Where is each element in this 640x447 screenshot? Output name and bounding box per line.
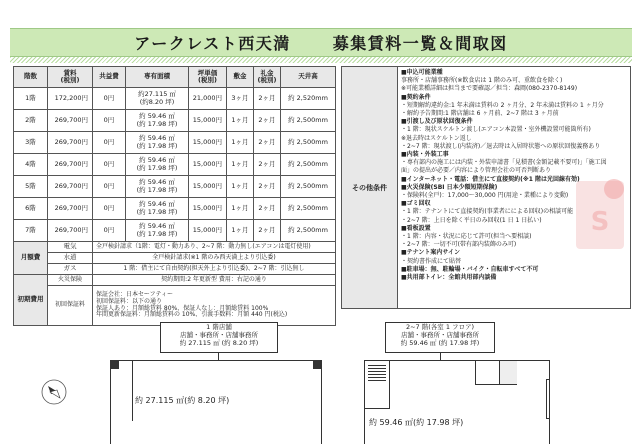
plan1-area-text: 約 27.115 ㎡(約 8.20 坪) <box>135 396 230 405</box>
unit-price-cell: 21,000円 <box>189 88 227 110</box>
deposit-cell: 1ヶ月 <box>227 132 254 154</box>
condition-line: ・保険料(全戸)：17,000～30,000 円(用途・業種により変動) <box>401 192 569 200</box>
plan1-area: 約 27.115 ㎡ (約 8.20 坪) <box>179 339 259 347</box>
header-common: 共益費 <box>93 67 126 88</box>
rent-row <box>14 88 336 110</box>
area-sqm: 約 59.46 ㎡ <box>139 222 175 231</box>
water-label: 水道 <box>48 253 93 264</box>
condition-line: 面」の提出が必要／内容により管理会社の可否判断あり <box>401 167 552 175</box>
rent-row <box>14 154 336 176</box>
rent-cell: 269,700円 <box>48 198 93 220</box>
header-key-text: 礼金 (税別) <box>257 68 277 84</box>
title-bar <box>10 28 632 57</box>
area-sqm: 約 59.46 ㎡ <box>139 134 175 143</box>
area-sqm: 約 59.46 ㎡ <box>139 178 175 187</box>
unit-price-cell: 15,000円 <box>189 154 227 176</box>
condition-line: ・契約書作成にて貼替 <box>401 257 462 265</box>
floor-cell: 2階 <box>14 110 48 132</box>
deposit-cell: 3ヶ月 <box>227 88 254 110</box>
floor-cell: 4階 <box>14 154 48 176</box>
condition-heading: ■駐車場：無、駐輪場・バイク・自転車すべて不可 <box>401 265 539 273</box>
area-cell <box>126 220 189 242</box>
condition-heading: ■インターネット・電話：借主にて直接契約(※1 階は光回線有効) <box>401 175 580 183</box>
condition-heading: ■内装・外装工事 <box>401 151 449 159</box>
floor-plan-2-caption <box>385 322 495 353</box>
deposit-cell: 1ヶ月 <box>227 154 254 176</box>
gas-value: 1 階：借主にて自由契約(担天外上より引込委)、2~7 階：引込無し <box>93 264 336 275</box>
common-fee-cell: 0円 <box>93 132 126 154</box>
rent-cell: 269,700円 <box>48 110 93 132</box>
header-floor: 階数 <box>14 67 48 88</box>
condition-line: 事務所・店舗事務所(※飲食店は 1 階のみ可、重飲食を除く) <box>401 77 563 85</box>
rent-cell: 269,700円 <box>48 220 93 242</box>
common-fee-cell: 0円 <box>93 88 126 110</box>
ceiling-cell: 約 2,500mm <box>281 220 336 242</box>
condition-heading: ■共用部トイレ：全館共用部内談備 <box>401 274 497 282</box>
condition-heading: ■ゴミ回収 <box>401 200 431 208</box>
common-fee-cell: 0円 <box>93 198 126 220</box>
key-money-cell: 2ヶ月 <box>254 198 281 220</box>
deposit-cell: 1ヶ月 <box>227 220 254 242</box>
insurance-value: 契約期間:2 年更新型 費用：右記の通り <box>93 275 336 286</box>
title-hatch <box>10 57 632 63</box>
deposit-cell: 1ヶ月 <box>227 110 254 132</box>
key-money-cell: 2ヶ月 <box>254 110 281 132</box>
electric-label: 電気 <box>48 242 93 253</box>
area-tsubo: (約 17.98 坪) <box>136 207 178 216</box>
header-unit-text: 坪単価 (税別) <box>197 68 218 84</box>
unit-price-cell: 15,000円 <box>189 176 227 198</box>
condition-heading: ■火災保険(SBI 日本少額短期保険) <box>401 183 498 191</box>
condition-heading: ■申込可能業種 <box>401 69 443 76</box>
key-money-cell: 2ヶ月 <box>254 88 281 110</box>
condition-line: ・1 階：内容・状況に応じて許可(担当へ要相談) <box>401 233 532 241</box>
common-fee-cell: 0円 <box>93 154 126 176</box>
conditions-content <box>398 67 630 308</box>
condition-heading: ■看板設置 <box>401 224 431 232</box>
area-sqm: 約 59.46 ㎡ <box>139 112 175 121</box>
condition-line: ・専有部内の施工には内装・外装申請書「見積書(金額記載不要可)」「施工図 <box>401 159 607 167</box>
rent-row <box>14 198 336 220</box>
guarantee-label: 初回保証料 <box>48 286 93 326</box>
rent-row <box>14 220 336 242</box>
condition-line: ・2~7 階：現状渡し(内装済)／退去時は入居時状態への原状回復義務あり <box>401 142 601 150</box>
rent-table <box>13 66 336 326</box>
compass-icon <box>40 378 68 406</box>
condition-line: ・解約予告期間:1 階店舗は 6 ヶ月前、2~7 階は 3 ヶ月前 <box>401 110 559 118</box>
ceiling-cell: 約 2,500mm <box>281 132 336 154</box>
rent-table-header <box>14 67 336 88</box>
area-cell <box>126 198 189 220</box>
key-money-cell: 2ヶ月 <box>254 176 281 198</box>
area-tsubo: (約 17.98 坪) <box>136 141 178 150</box>
common-fee-cell: 0円 <box>93 176 126 198</box>
unit-price-cell: 15,000円 <box>189 110 227 132</box>
ceiling-cell: 約 2,500mm <box>281 110 336 132</box>
plan2-use: 店舗・事務所・店舗事務所 <box>401 331 479 339</box>
header-area: 専有面積 <box>126 67 189 88</box>
rent-cell: 269,700円 <box>48 176 93 198</box>
plan2-window <box>546 379 550 419</box>
plan2-kitchen <box>499 361 517 385</box>
conditions-panel <box>341 66 631 309</box>
water-value: 全戸検針請求(※1 階のみ西天満上より引込委) <box>93 253 336 264</box>
area-cell <box>126 132 189 154</box>
deposit-cell: 1ヶ月 <box>227 176 254 198</box>
floor-cell: 1階 <box>14 88 48 110</box>
unit-price-cell: 15,000円 <box>189 198 227 220</box>
ceiling-cell: 約 2,500mm <box>281 176 336 198</box>
header-ceiling: 天井高 <box>281 67 336 88</box>
floor-plan-1 <box>110 360 322 444</box>
plan1-column <box>111 361 119 369</box>
key-money-cell: 2ヶ月 <box>254 154 281 176</box>
header-unit <box>189 67 227 88</box>
deposit-cell: 1ヶ月 <box>227 198 254 220</box>
guarantee-line: 保証会社：日本セーフティー <box>96 290 173 298</box>
guarantee-line: 初回保証料：以下の通り <box>96 297 163 305</box>
floor-cell: 6階 <box>14 198 48 220</box>
building-title: アークレスト西天満 <box>134 34 291 53</box>
area-tsubo: (約 17.98 坪) <box>136 185 178 194</box>
plan2-toilet <box>475 361 499 385</box>
ceiling-cell: 約 2,500mm <box>281 198 336 220</box>
floor-cell: 5階 <box>14 176 48 198</box>
condition-line: ※退去時はスケルトン返し <box>401 134 472 142</box>
plan1-entrance-wall <box>111 361 133 421</box>
rent-cell: 172,200円 <box>48 88 93 110</box>
area-tsubo: (約 17.98 坪) <box>136 163 178 172</box>
plan1-column <box>313 361 321 369</box>
area-tsubo: (約 17.98 坪) <box>136 119 178 128</box>
floor-cell: 3階 <box>14 132 48 154</box>
ceiling-cell: 約 2,520mm <box>281 88 336 110</box>
initial-label: 初期費用 <box>14 275 48 326</box>
condition-heading: ■引渡し及び原状回復条件 <box>401 118 473 126</box>
header-rent <box>48 67 93 88</box>
guarantee-line: 保証人あり：月額総賃料 80%、保証人なし：月額総賃料 100% <box>96 304 269 312</box>
plan2-area-text: 約 59.46 ㎡(約 17.98 坪) <box>369 418 464 427</box>
conditions-label: その他条件 <box>342 67 398 308</box>
header-rent-text: 賃料 (税別) <box>60 68 80 84</box>
rent-row <box>14 110 336 132</box>
floor-plan-2 <box>364 360 550 444</box>
condition-line: ・1 階：テナントにて直接契約(事業者にによる回収)の相談可能 <box>401 208 574 216</box>
utilities-label: 月額費 <box>14 242 48 275</box>
area-cell <box>126 110 189 132</box>
area-tsubo: (約 17.98 坪) <box>136 229 178 238</box>
header-deposit: 敷金 <box>227 67 254 88</box>
svg-text:S: S <box>590 207 610 237</box>
plan1-caption: 1 階店舗 <box>206 323 232 331</box>
unit-price-cell: 15,000円 <box>189 220 227 242</box>
condition-line: ・2~7 階：一切不可(帯有部内装飾のみ可) <box>401 241 517 249</box>
area-cell <box>126 88 189 110</box>
common-fee-cell: 0円 <box>93 220 126 242</box>
document-title: 募集賃料一覧＆間取図 <box>332 34 508 53</box>
rent-cell: 269,700円 <box>48 132 93 154</box>
condition-line: ※可能業種詳細は担当まで要確認／担当：森岡(080-2370-8149) <box>401 85 578 93</box>
gas-label: ガス <box>48 264 93 275</box>
rent-cell: 269,700円 <box>48 154 93 176</box>
guarantee-line: 年間更新保証料：月額総賃料の 10%、引渡手数料：月額 440 円(税込) <box>96 311 288 319</box>
ceiling-cell: 約 2,500mm <box>281 154 336 176</box>
condition-line: ・短期解約違約金:1 年未満は賃料の 2 ヶ月分、2 年未満は賃料の 1 ヶ月分 <box>401 101 604 109</box>
plan1-use: 店舗・事務所・店舗事務所 <box>180 331 258 339</box>
key-money-cell: 2ヶ月 <box>254 220 281 242</box>
key-money-cell: 2ヶ月 <box>254 132 281 154</box>
area-cell <box>126 176 189 198</box>
plan2-caption: 2~7 階(各室 1 フロア) <box>405 323 475 331</box>
common-fee-cell: 0円 <box>93 110 126 132</box>
rent-row <box>14 176 336 198</box>
area-sqm: 約27.115 ㎡ <box>138 90 176 99</box>
electric-value: 全戸検針請求（1階：電灯・動力あり、2~7 階：動力無し(エアコンは電灯使用) <box>93 242 336 253</box>
condition-heading: ■契約条件 <box>401 93 431 101</box>
area-sqm: 約 59.46 ㎡ <box>139 156 175 165</box>
plan2-area: 約 59.46 ㎡ (約 17.98 坪) <box>400 339 480 347</box>
plan2-stair <box>368 365 386 381</box>
header-key <box>254 67 281 88</box>
condition-line: ・2~7 階：上日を除く平日のみ回収(1 日 1 日払い) <box>401 216 542 224</box>
condition-heading: ■テナント案内サイン <box>401 249 460 257</box>
unit-price-cell: 15,000円 <box>189 132 227 154</box>
floor-cell: 7階 <box>14 220 48 242</box>
area-sqm: 約 59.46 ㎡ <box>139 200 175 209</box>
guarantee-value <box>93 286 336 326</box>
condition-line: ・1 階：現状スケルトン渡し(エアコン本設置・室外機設置可能箇所有) <box>401 126 591 134</box>
rent-row <box>14 132 336 154</box>
area-tsubo: (約8.20 坪) <box>139 97 175 106</box>
floor-plan-1-caption <box>160 322 278 353</box>
insurance-label: 火災保険 <box>48 275 93 286</box>
area-cell <box>126 154 189 176</box>
